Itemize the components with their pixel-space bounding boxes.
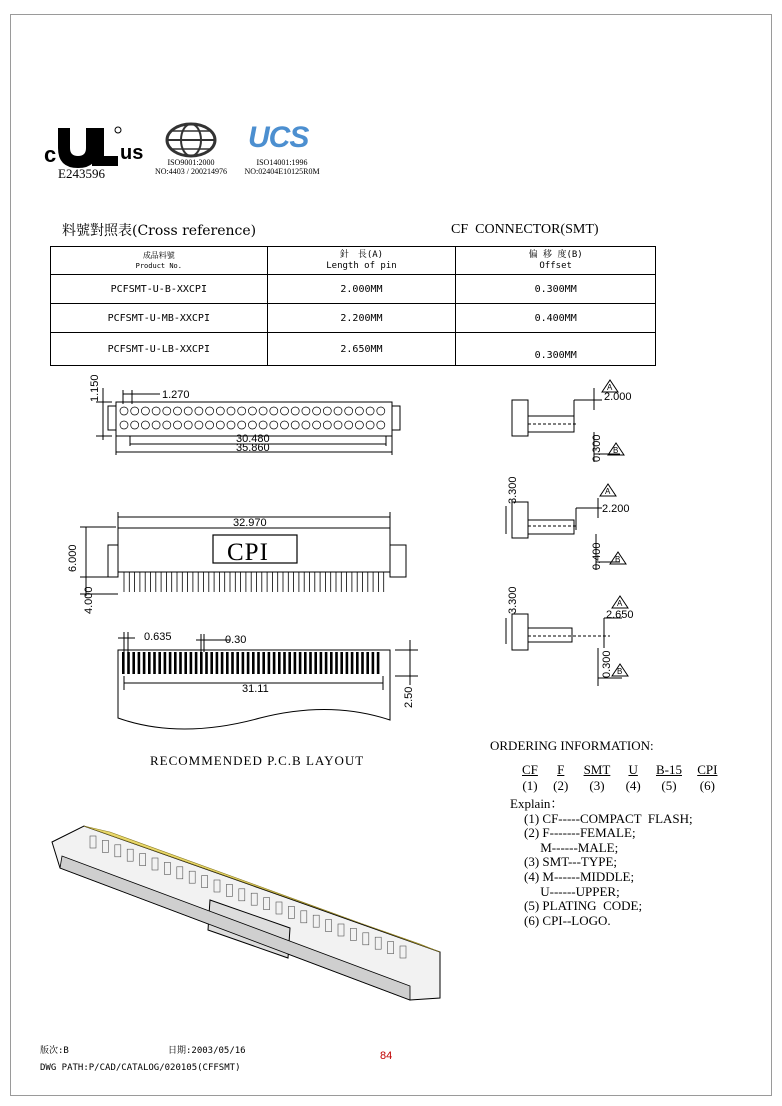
pcb-pad <box>231 652 234 674</box>
pcb-pad <box>179 652 182 674</box>
ordering-title: ORDERING INFORMATION: <box>490 738 654 753</box>
pin-hole <box>291 407 299 415</box>
svg-text:B: B <box>613 446 619 455</box>
pcb-layout-label: RECOMMENDED P.C.B LAYOUT <box>150 753 365 768</box>
dim-4000: 4.000 <box>83 586 95 614</box>
product-no-cell: PCFSMT-U-B-XXCPI <box>51 275 268 304</box>
pin-hole <box>259 421 267 429</box>
dim-030: 0.30 <box>225 634 247 646</box>
dim-35860: 35.860 <box>236 442 270 454</box>
cqc-line1: ISO9001:2000 <box>167 158 215 167</box>
pcb-pad <box>351 652 354 674</box>
explain-item: (4) M------MIDDLE; <box>524 868 635 884</box>
pin-hole <box>334 421 342 429</box>
pin-hole <box>270 421 278 429</box>
pin-hole <box>174 407 182 415</box>
pin-hole <box>131 421 139 429</box>
order-code: SMT (3) <box>583 762 611 793</box>
pcb-pad <box>288 652 291 674</box>
dim-1270: 1.270 <box>162 389 190 401</box>
dim-250: 2.50 <box>403 686 415 708</box>
pin-hole <box>248 421 256 429</box>
top-view-pin-holes <box>120 407 385 429</box>
pcb-pad <box>314 652 317 674</box>
pcb-pad <box>299 652 302 674</box>
pcb-pad <box>278 652 281 674</box>
explain-item: (1) CF-----COMPACT FLASH; <box>524 810 693 826</box>
pcb-pad <box>257 652 260 674</box>
footer-date: 日期:2003/05/16 <box>168 1046 246 1056</box>
pcb-pad <box>283 652 286 674</box>
pin-hole <box>323 421 331 429</box>
order-code: $\frac{F}{(2)}$ <box>553 762 569 793</box>
offset-cell: 0.300MM <box>456 333 656 366</box>
pcb-pad <box>195 652 198 674</box>
pin-hole <box>345 421 353 429</box>
pcb-pad <box>262 652 265 674</box>
pcb-pad <box>190 652 193 674</box>
pcb-pad <box>236 652 239 674</box>
pin-length-cell: 2.200MM <box>267 304 456 333</box>
pcb-pad <box>127 652 130 674</box>
pin-hole <box>131 407 139 415</box>
pin-hole <box>216 407 224 415</box>
svg-text:A: A <box>617 599 623 608</box>
pcb-pad <box>122 652 125 674</box>
pcb-pad <box>132 652 135 674</box>
pcb-pad <box>138 652 141 674</box>
order-code: $\frac{B-15}{(5)}$ <box>655 762 682 793</box>
pcb-pad <box>153 652 156 674</box>
pin-hole <box>238 421 246 429</box>
ucs-line2: NO:02404E10125R0M <box>244 167 320 176</box>
side-dim-b-1: 0.300 <box>591 434 603 462</box>
pin-hole <box>206 421 214 429</box>
dim-1150: 1.150 <box>89 374 101 402</box>
pcb-pad <box>320 652 323 674</box>
dim-6000: 6.000 <box>67 544 79 572</box>
cqc-line2: NO:4403 / 200214976 <box>155 167 227 176</box>
svg-text:A: A <box>605 487 611 496</box>
pin-hole <box>302 421 310 429</box>
explain-item: (6) CPI--LOGO. <box>524 912 611 928</box>
pin-hole <box>313 407 321 415</box>
pcb-pad <box>361 652 364 674</box>
pcb-pad <box>304 652 307 674</box>
pin-hole <box>334 407 342 415</box>
ul-c-mark: c <box>44 142 57 167</box>
pcb-pad <box>210 652 213 674</box>
pcb-pad <box>174 652 177 674</box>
footer-path: DWG PATH:P/CAD/CATALOG/020105(CFFSMT) <box>40 1063 241 1073</box>
side-dim-b-2: 0.400 <box>591 542 603 570</box>
pcb-pad <box>330 652 333 674</box>
pin-hole <box>248 407 256 415</box>
side-dim-b-3: 0.300 <box>601 650 613 678</box>
pin-hole <box>281 421 289 429</box>
pcb-pad <box>356 652 359 674</box>
pin-hole <box>195 421 203 429</box>
header-length-of-pin: 針 長(A) Length of pin <box>267 247 456 275</box>
pin-hole <box>141 407 149 415</box>
pcb-pad <box>346 652 349 674</box>
dim-30480: 30.480 <box>236 433 270 445</box>
pin-hole <box>120 407 128 415</box>
pcb-pad <box>216 652 219 674</box>
svg-text:A: A <box>607 383 613 392</box>
pcb-pad <box>143 652 146 674</box>
explain-list <box>510 797 693 928</box>
dim-3111: 31.11 <box>242 683 269 695</box>
pcb-pad <box>226 652 229 674</box>
pcb-pads <box>122 652 379 674</box>
explain-item: (2) F-------FEMALE; <box>524 825 636 841</box>
pcb-pad <box>247 652 250 674</box>
footer-version: 版次:B <box>40 1046 69 1056</box>
pin-hole <box>227 421 235 429</box>
pin-hole <box>323 407 331 415</box>
pin-hole <box>174 421 182 429</box>
pin-hole <box>302 407 310 415</box>
pcb-pad <box>164 652 167 674</box>
pin-hole <box>206 407 214 415</box>
pcb-pad <box>325 652 328 674</box>
pcb-pad <box>340 652 343 674</box>
pin-hole <box>216 421 224 429</box>
cross-reference-title: 料號對照表(Cross reference) <box>62 223 257 239</box>
pin-hole <box>366 421 374 429</box>
pin-length-cell: 2.000MM <box>267 275 456 304</box>
order-code: $\frac{U}{(4)}$ <box>625 762 641 793</box>
side-dim-h-3: 3.300 <box>507 586 519 614</box>
header-offset: 偏 移 度(B) Offset <box>456 247 656 275</box>
front-view-pins <box>124 572 384 592</box>
pin-hole <box>163 407 171 415</box>
explain-item: (5) PLATING CODE; <box>524 898 643 914</box>
connector-isometric-icon <box>52 826 440 1000</box>
side-dim-a-2: 2.200 <box>602 503 630 515</box>
page-number: 84 <box>380 1050 393 1062</box>
pin-hole <box>227 407 235 415</box>
pcb-pad <box>335 652 338 674</box>
explain-item: M------MALE; <box>524 839 619 855</box>
pcb-pad <box>309 652 312 674</box>
connector-title: CF CONNECTOR(SMT) <box>451 222 599 237</box>
pin-hole <box>313 421 321 429</box>
pcb-pad <box>200 652 203 674</box>
order-code: CPI (6) <box>697 762 718 793</box>
pin-length-cell: 2.650MM <box>267 333 456 366</box>
pin-hole <box>355 421 363 429</box>
svg-text:B: B <box>615 555 621 564</box>
explain-item: (3) SMT---TYPE; <box>524 854 618 870</box>
cpi-logo-text: CPI <box>227 539 269 566</box>
pin-hole <box>259 407 267 415</box>
pin-hole <box>377 407 385 415</box>
pin-hole <box>120 421 128 429</box>
pin-hole <box>195 407 203 415</box>
pcb-pad <box>268 652 271 674</box>
pcb-pad <box>273 652 276 674</box>
pin-hole <box>270 407 278 415</box>
pcb-pad <box>169 652 172 674</box>
pin-hole <box>152 407 160 415</box>
pcb-pad <box>377 652 380 674</box>
offset-cell: 0.300MM <box>456 275 656 304</box>
pin-hole <box>281 407 289 415</box>
pcb-pad <box>242 652 245 674</box>
explain-title: Explain： <box>510 796 564 811</box>
side-dim-a-1: 2.000 <box>604 391 632 403</box>
pcb-pad <box>366 652 369 674</box>
pcb-pad <box>372 652 375 674</box>
side-dim-a-3: 2.650 <box>606 609 634 621</box>
pcb-pad <box>294 652 297 674</box>
pin-hole <box>377 421 385 429</box>
pcb-pad <box>148 652 151 674</box>
ucs-logo: UCS <box>248 121 309 154</box>
pin-hole <box>345 407 353 415</box>
header-product-no: 成品料號 Product No. <box>51 247 268 275</box>
explain-item: U------UPPER; <box>524 883 620 899</box>
side-dim-h-2: 3.300 <box>507 476 519 504</box>
pcb-pad <box>158 652 161 674</box>
pin-hole <box>355 407 363 415</box>
product-no-cell: PCFSMT-U-MB-XXCPI <box>51 304 268 333</box>
pin-hole <box>152 421 160 429</box>
dim-0635: 0.635 <box>144 631 172 643</box>
pin-hole <box>163 421 171 429</box>
order-code: $\frac{CF}{(1)}$ <box>522 762 538 793</box>
pcb-pad <box>221 652 224 674</box>
offset-cell: 0.400MM <box>456 304 656 333</box>
ul-us-mark: us <box>120 142 144 164</box>
product-no-cell: PCFSMT-U-LB-XXCPI <box>51 333 268 366</box>
pcb-pad <box>205 652 208 674</box>
pin-hole <box>184 407 192 415</box>
ordering-codes <box>522 762 729 794</box>
ul-file-number: E243596 <box>58 166 105 181</box>
pin-hole <box>291 421 299 429</box>
pcb-pad <box>252 652 255 674</box>
pin-hole <box>184 421 192 429</box>
pin-hole <box>238 407 246 415</box>
ucs-line1: ISO14001:1996 <box>256 158 308 167</box>
pcb-pad <box>184 652 187 674</box>
pin-hole <box>141 421 149 429</box>
pin-hole <box>366 407 374 415</box>
svg-text:B: B <box>617 667 623 676</box>
dim-32970: 32.970 <box>233 517 267 529</box>
